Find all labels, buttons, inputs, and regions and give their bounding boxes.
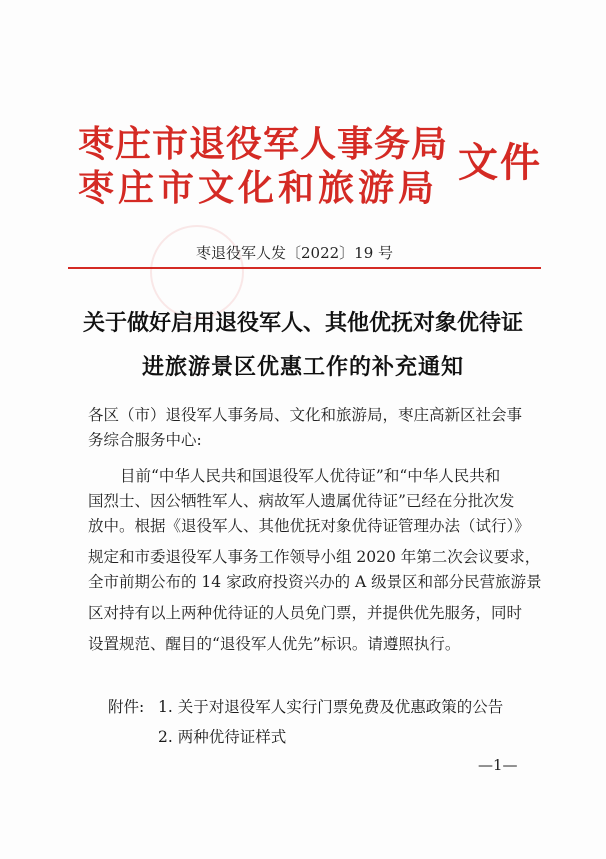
attachments-label: 附件: bbox=[108, 698, 145, 716]
issuer-name-culture-tourism: 枣庄市文化和旅游局 bbox=[78, 167, 439, 209]
red-divider-line bbox=[68, 267, 541, 269]
document-type-label: 文件 bbox=[458, 139, 542, 186]
salutation-line-1: 各区（市）退役军人事务局、文化和旅游局，枣庄高新区社会事 bbox=[88, 406, 523, 424]
body-paragraph-line: 设置规范、醒目的“退役军人优先”标识。请遵照执行。 bbox=[88, 635, 461, 653]
attachment-item: 1. 关于对退役军人实行门票免费及优惠政策的公告 bbox=[158, 698, 504, 716]
body-paragraph-line: 国烈士、因公牺牲军人、病故军人遗属优待证”已经在分批次发 bbox=[88, 492, 515, 510]
issuer-name-veterans-affairs: 枣庄市退役军人事务局 bbox=[78, 123, 449, 165]
faint-seal-mark bbox=[150, 225, 244, 319]
document-title-line-2: 进旅游景区优惠工作的补充通知 bbox=[141, 354, 464, 380]
body-paragraph-line: 全市前期公布的 14 家政府投资兴办的 A 级景区和部分民营旅游景 bbox=[88, 573, 542, 591]
document-title-line-1: 关于做好启用退役军人、其他优抚对象优待证 bbox=[82, 310, 523, 336]
body-paragraph-line: 规定和市委退役军人事务工作领导小组 2020 年第二次会议要求， bbox=[88, 548, 541, 566]
page-number: —1— bbox=[478, 756, 518, 774]
body-paragraph-line: 目前“中华人民共和国退役军人优待证”和“中华人民共和 bbox=[120, 467, 501, 485]
body-paragraph-line: 放中。根据《退役军人、其他优抚对象优待证管理办法（试行）》 bbox=[88, 517, 530, 535]
salutation-line-2: 务综合服务中心: bbox=[88, 431, 202, 449]
attachment-item: 2. 两种优待证样式 bbox=[158, 728, 287, 746]
document-number: 枣退役军人发〔2022〕19 号 bbox=[196, 244, 394, 262]
body-paragraph-line: 区对持有以上两种优待证的人员免门票，并提供优先服务，同时 bbox=[88, 604, 523, 622]
